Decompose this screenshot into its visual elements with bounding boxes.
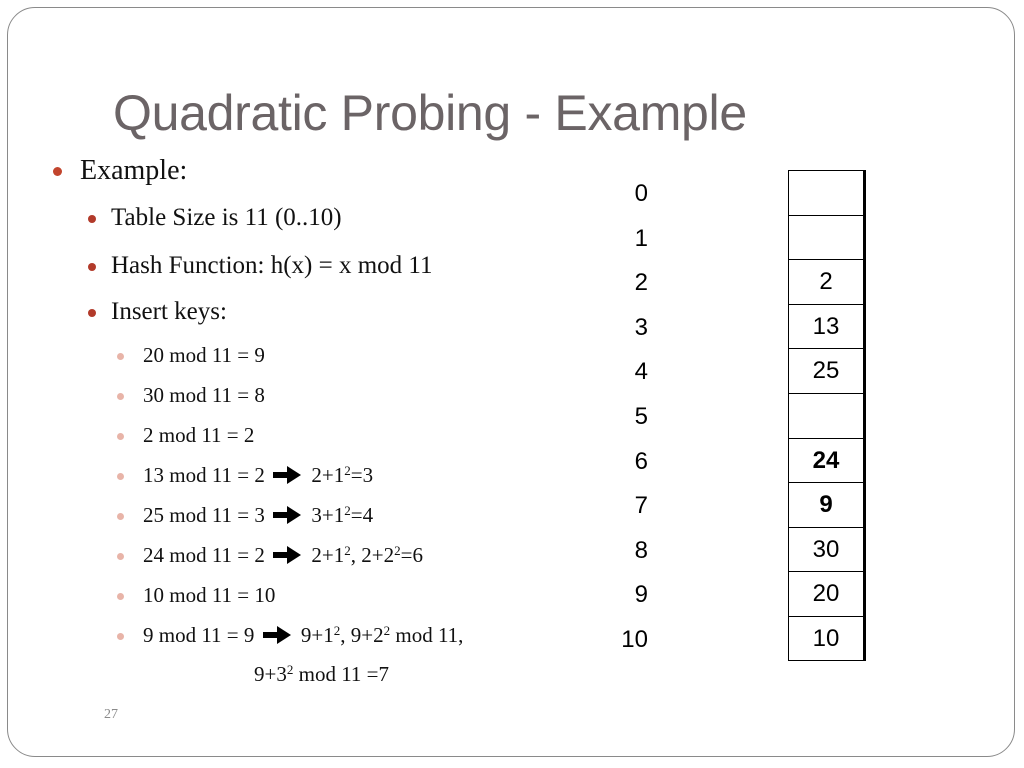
slot-index: 3	[634, 313, 648, 341]
slot-value: 10	[788, 616, 866, 661]
page-number: 27	[104, 707, 118, 722]
bullet-dot	[117, 633, 124, 640]
step-item	[143, 423, 254, 448]
bullet-dot	[88, 263, 96, 271]
exponent: 2	[286, 661, 294, 677]
step-lhs: 25 mod 11 = 3	[143, 503, 265, 527]
bullet-dot	[88, 309, 96, 317]
bullet-dot	[117, 513, 124, 520]
step-continuation	[254, 662, 389, 687]
slot-value: 9	[788, 482, 866, 527]
exponent: 2	[344, 502, 351, 518]
bullet-dot	[117, 393, 124, 400]
step-rhs: , 2+2	[350, 543, 395, 567]
step-rhs: 3+1	[311, 503, 345, 527]
step-item	[143, 623, 463, 648]
slot-value: 20	[788, 571, 866, 616]
step-rhs: =6	[400, 543, 423, 567]
bullet-example	[80, 155, 187, 187]
step-rhs: , 9+2	[340, 623, 384, 647]
bullet-text: Insert keys:	[111, 298, 227, 325]
bullet-hash-function	[111, 252, 432, 280]
exponent: 2	[344, 462, 351, 478]
slot-index: 1	[634, 224, 648, 252]
bullet-dot	[117, 473, 124, 480]
step-item	[143, 463, 373, 488]
slot-value: 25	[788, 348, 866, 393]
step-item	[143, 343, 265, 368]
slot-index: 7	[634, 492, 648, 520]
step-lhs: 13 mod 11 = 2	[143, 463, 265, 487]
bullet-dot	[53, 167, 62, 176]
step-text: 20 mod 11 = 9	[143, 343, 265, 367]
slot-index: 5	[634, 402, 648, 430]
bullet-text: Example:	[80, 155, 188, 186]
slot-index: 4	[634, 358, 648, 386]
bullet-text: Table Size is 11 (0..10)	[111, 204, 342, 231]
slot-value: 13	[788, 304, 866, 349]
right-arrow-icon	[272, 505, 302, 525]
bullet-dot	[117, 553, 124, 560]
step-rhs: 2+1	[311, 543, 345, 567]
slot-value	[788, 170, 866, 215]
slot-index: 0	[634, 180, 648, 207]
bullet-table-size	[111, 204, 342, 232]
step-item	[143, 383, 265, 408]
slot-value: 30	[788, 527, 866, 572]
slot-value	[788, 215, 866, 260]
step-rhs: =4	[350, 503, 374, 527]
exponent: 2	[383, 622, 391, 638]
step-lhs: 24 mod 11 = 2	[143, 543, 265, 567]
step-item	[143, 543, 423, 568]
exponent: 2	[333, 622, 341, 638]
step-rhs: 9+1	[300, 623, 334, 647]
exponent: 2	[394, 542, 401, 558]
exponent: 2	[344, 542, 351, 558]
slot-value: 2	[788, 259, 866, 304]
step-rhs: mod 11,	[390, 623, 464, 647]
step-item	[143, 583, 275, 608]
right-arrow-icon	[272, 465, 302, 485]
slot-index: 9	[634, 581, 648, 609]
slot-value: 24	[788, 438, 866, 483]
step-rhs: =3	[350, 463, 374, 487]
right-arrow-icon	[262, 625, 292, 645]
bullet-dot	[117, 593, 124, 600]
step-item	[143, 503, 373, 528]
step-text: 30 mod 11 = 8	[143, 383, 265, 407]
slot-index: 2	[634, 269, 648, 297]
step-rhs: 2+1	[311, 463, 345, 487]
step-lhs: 9 mod 11 = 9	[143, 623, 255, 647]
step-text: 2 mod 11 = 2	[143, 423, 255, 447]
slot-index: 8	[634, 536, 648, 564]
bullet-dot	[117, 433, 124, 440]
bullet-dot	[88, 215, 96, 223]
slide-title: Quadratic Probing - Example	[113, 85, 747, 141]
slot-index: 10	[621, 625, 648, 653]
bullet-insert-keys	[111, 298, 227, 326]
bullet-dot	[117, 353, 124, 360]
bullet-text: Hash Function: h(x) = x mod 11	[111, 252, 433, 279]
slot-index: 6	[634, 447, 648, 475]
step-rhs: 9+3	[254, 662, 287, 686]
slot-value	[788, 393, 866, 438]
step-rhs: mod 11 =7	[293, 662, 390, 686]
step-text: 10 mod 11 = 10	[143, 583, 276, 607]
right-arrow-icon	[272, 545, 302, 565]
